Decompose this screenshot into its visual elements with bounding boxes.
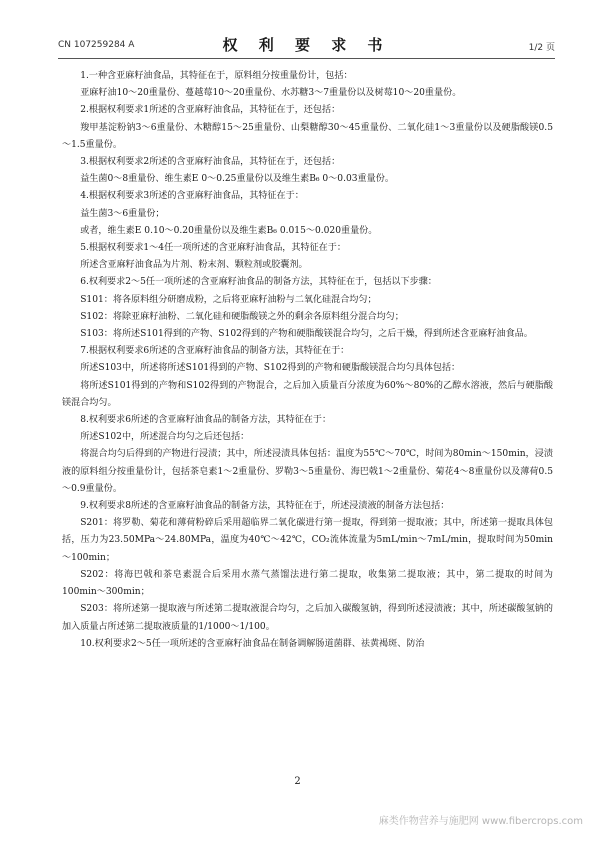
claim-line: S102：将除亚麻籽油粉、二氧化硅和硬脂酸镁之外的剩余各原料组分混合均匀；	[80, 311, 404, 322]
page-number: 2	[294, 776, 301, 787]
claim-line: S201：将罗勒、菊花和薄荷粉碎后采用超临界二氧化碳进行第一提取，得到第一提取液；其中，所述第一提取具体包括，压力为23.50MPa～24.80MPa，温度为40℃～42℃，CO₂流体流量为5mL/min～7mL/min，提取时间为50min～100min；	[62, 518, 553, 563]
claim-line: 7.根据权利要求6所述的含亚麻籽油食品的制备方法，其特征在于：	[80, 346, 350, 357]
claim-line: S202：将海巴戟和茶皂素混合后采用水蒸气蒸馏法进行第二提取，收集第二提取液；其中，第二提取的时间为100min～300min；	[62, 569, 553, 598]
claim-line: 益生菌0～8重量份、维生素E 0～0.25重量份以及维生素B₆ 0～0.03重量份。	[80, 174, 394, 185]
claim-line: 将所述S101得到的产物和S102得到的产物混合，之后加入质量百分浓度为60%～80%的乙醇水溶液，然后与硬脂酸镁混合均匀。	[62, 380, 553, 408]
watermark: 麻类作物营养与施肥网 www.fibercrops.com	[378, 816, 583, 827]
claim-line: 1.一种含亚麻籽油食品，其特征在于，原料组分按重量份计，包括：	[80, 71, 353, 81]
claim-line: 或者，维生素E 0.10～0.20重量份以及维生素B₆ 0.015～0.020重量份。	[80, 225, 378, 236]
claim-line: 亚麻籽油10～20重量份、蔓越莓10～20重量份、水苏糖3～7重量份以及树莓10～20重量份。	[80, 88, 462, 99]
claim-line: 4.根据权利要求3所述的含亚麻籽油食品，其特征在于：	[80, 191, 304, 202]
page-header	[58, 34, 555, 56]
claim-line: 所述S102中，所述混合均匀之后还包括：	[80, 432, 250, 443]
claim-line: S203：将所述第一提取液与所述第二提取液混合均匀，之后加入碳酸氢钠，得到所述浸渍液；其中，所述碳酸氢钠的加入质量占所述第二提取液质量的1/1000～1/100。	[62, 604, 553, 632]
claim-line: 3.根据权利要求2所述的含亚麻籽油食品，其特征在于，还包括：	[80, 157, 341, 168]
claim-line: 所述S103中，所述将所述S101得到的产物、S102得到的产物和硬脂酸镁混合均匀具体包括：	[80, 363, 461, 374]
header-rule	[58, 58, 555, 59]
claim-line: S101：将各原料组分研磨成粉，之后将亚麻籽油粉与二氧化硅混合均匀；	[80, 294, 377, 305]
claim-line: 羧甲基淀粉钠3～6重量份、木糖醇15～25重量份、山梨糖醇30～45重量份、二氧化硅1～3重量份以及硬脂酸镁0.5～1.5重量份。	[62, 122, 553, 150]
doc-number: CN 107259284 A	[58, 40, 135, 50]
claim-line: 将混合均匀后得到的产物进行浸渍；其中，所述浸渍具体包括：温度为55℃～70℃，时间为80min～150min，浸渍液的原料组分按重量份计，包括茶皂素1～2重量份、罗勒3～5重量份、海巴戟1～2重量份、菊花4～8重量份以及薄荷0.5～0.9重量份。	[62, 449, 553, 494]
page-ref: 1/2 页	[528, 43, 555, 53]
page-title: 权 利 要 求 书	[222, 36, 391, 54]
claim-line: 8.权利要求6所述的含亚麻籽油食品的制备方法，其特征在于：	[80, 415, 332, 426]
claim-line: 5.根据权利要求1～4任一项所述的含亚麻籽油食品，其特征在于：	[80, 243, 346, 254]
claims-body	[62, 68, 553, 653]
claim-line: 10.权利要求2～5任一项所述的含亚麻籽油食品在制备调解肠道菌群、祛黄褐斑、防治	[80, 638, 425, 649]
claim-line: 6.权利要求2～5任一项所述的含亚麻籽油食品的制备方法，其特征在于，包括以下步骤：	[80, 277, 437, 288]
claim-line: 2.根据权利要求1所述的含亚麻籽油食品，其特征在于，还包括：	[80, 105, 341, 116]
claim-line: 所述含亚麻籽油食品为片剂、粉末剂、颗粒剂或胶囊剂。	[80, 260, 308, 271]
claim-line: S103：将所述S101得到的产物、S102得到的产物和硬脂酸镁混合均匀，之后干燥，得到所述含亚麻籽油食品。	[80, 329, 533, 340]
claim-line: 9.权利要求8所述的含亚麻籽油食品的制备方法，其特征在于，所述浸渍液的制备方法包括：	[80, 501, 450, 512]
claim-line: 益生菌3～6重量份；	[80, 208, 165, 219]
